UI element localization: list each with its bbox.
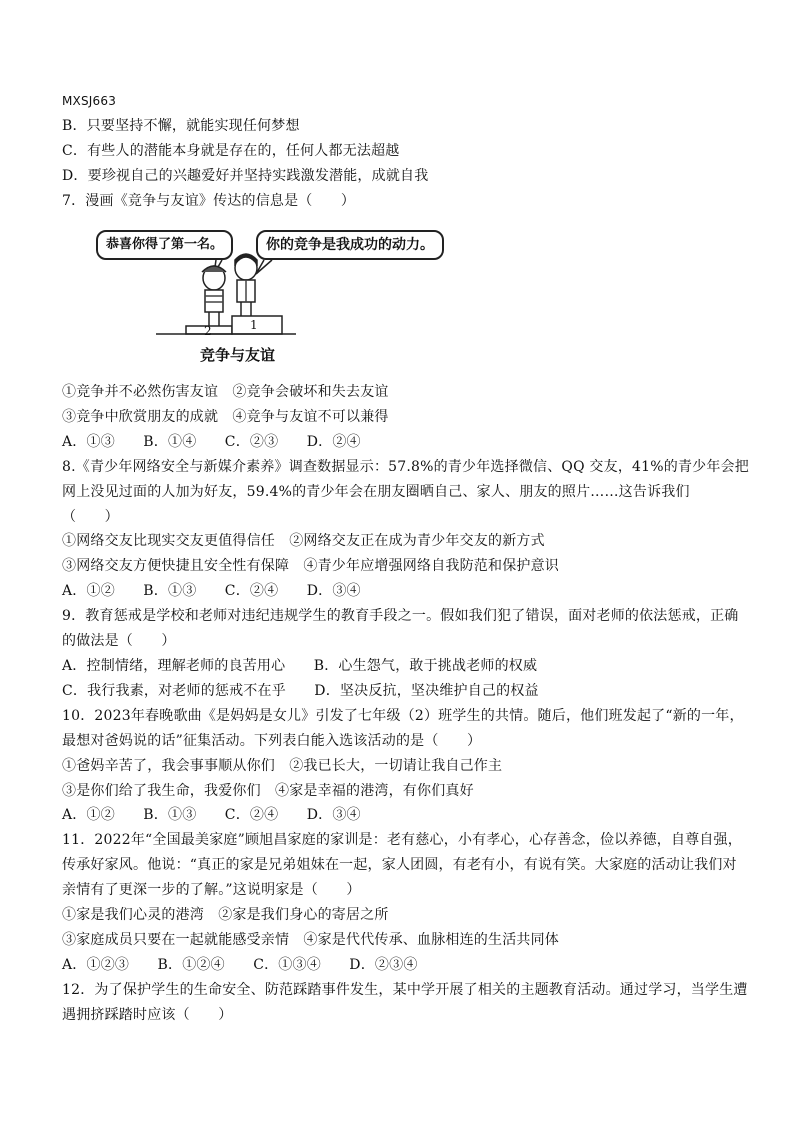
document-code: MXSJ663	[62, 94, 117, 108]
q6-option-d: D．要珍视自己的兴趣爱好并坚持实践激发潜能，成就自我	[62, 168, 429, 184]
podium-number-2: 2	[204, 324, 212, 338]
q10-answers: A．①② B．①③ C．②④ D．③④	[62, 807, 361, 823]
q7-choices-3-4: ③竞争中欣赏朋友的成就 ④竞争与友谊不可以兼得	[62, 409, 389, 425]
q8-choices-3-4: ③网络交友方便快捷且安全性有保障 ④青少年应增强网络自我防范和保护意识	[62, 558, 559, 574]
q11-stem-line3: 亲情有了更深一步的了解。”这说明家是（ ）	[62, 882, 361, 898]
q10-stem-line2: 最想对爸妈说的话”征集活动。下列表白能入选该活动的是（ ）	[62, 733, 482, 749]
second-place-kid	[202, 266, 226, 326]
q6-option-b: B．只要坚持不懈，就能实现任何梦想	[62, 118, 300, 134]
q9-stem-line2: 的做法是（ ）	[62, 633, 176, 649]
q9-options-c-d: C．我行我素，对老师的惩戒不在乎 D．坚决反抗，坚决维护自己的权益	[62, 683, 539, 699]
q8-stem-line2: 网上没见过面的人加为好友，59.4%的青少年会在朋友圈晒自己、家人、朋友的照片……这告诉我们	[62, 484, 690, 500]
q12-stem-line1: 12．为了保护学生的生命安全、防范踩踏事件发生，某中学开展了相关的主题教育活动。通过学习，当学生遭	[62, 982, 748, 998]
q8-answers: A．①② B．①③ C．②④ D．③④	[62, 583, 361, 599]
speech-bubble-congrats: 恭喜你得了第一名。	[96, 230, 233, 260]
q10-choices-3-4: ③是你们给了我生命，我爱你们 ④家是幸福的港湾，有你们真好	[62, 783, 474, 799]
q8-stem-line3: （ ）	[62, 509, 119, 525]
q7-choices-1-2: ①竞争并不必然伤害友谊 ②竞争会破坏和失去友谊	[62, 384, 389, 400]
q10-stem-line1: 10．2023年春晚歌曲《是妈妈是女儿》引发了七年级（2）班学生的共情。随后，他们班发起了“新的一年，	[62, 708, 744, 724]
q6-option-c: C．有些人的潜能本身就是存在的，任何人都无法超越	[62, 143, 400, 159]
podium-number-1: 1	[250, 318, 258, 332]
cartoon-competition-friendship	[96, 222, 476, 372]
q9-options-a-b: A．控制情绪，理解老师的良苦用心 B．心生怨气，敢于挑战老师的权威	[62, 658, 538, 674]
cartoon-illustration	[96, 222, 476, 372]
q10-choices-1-2: ①爸妈辛苦了，我会事事顺从你们 ②我已长大，一切请让我自己作主	[62, 758, 503, 774]
cartoon-caption: 竞争与友谊	[200, 346, 276, 364]
q9-stem-line1: 9．教育惩戒是学校和老师对违纪违规学生的教育手段之一。假如我们犯了错误，面对老师的依法惩戒，正确	[62, 608, 739, 624]
q11-choices-3-4: ③家庭成员只要在一起就能感受亲情 ④家是代代传承、血脉相连的生活共同体	[62, 932, 559, 948]
q11-stem-line1: 11．2022年“全国最美家庭”顾旭昌家庭的家训是：老有慈心，小有孝心，心存善念，俭以养德，自尊自强，	[62, 832, 742, 848]
q11-answers: A．①②③ B．①②④ C．①③④ D．②③④	[62, 957, 418, 973]
q7-stem: 7．漫画《竞争与友谊》传达的信息是（ ）	[62, 193, 356, 209]
q11-stem-line2: 传承好家风。他说：“真正的家是兄弟姐妹在一起，家人团圆，有老有小，有说有笑。大家庭的活动让我们对	[62, 857, 737, 873]
q7-answers: A．①③ B．①④ C．②③ D．②④	[62, 434, 361, 450]
q11-choices-1-2: ①家是我们心灵的港湾 ②家是我们身心的寄居之所	[62, 907, 389, 923]
podium	[156, 316, 296, 334]
q8-stem-line1: 8.《青少年网络安全与新媒介素养》调查数据显示：57.8%的青少年选择微信、QQ 交友，41%的青少年会把	[62, 459, 749, 475]
first-place-kid	[235, 254, 257, 316]
q12-stem-line2: 遇拥挤踩踏时应该（ ）	[62, 1007, 233, 1023]
speech-bubble-motivation: 你的竞争是我成功的动力。	[256, 230, 444, 260]
q8-choices-1-2: ①网络交友比现实交友更值得信任 ②网络交友正在成为青少年交友的新方式	[62, 533, 545, 549]
